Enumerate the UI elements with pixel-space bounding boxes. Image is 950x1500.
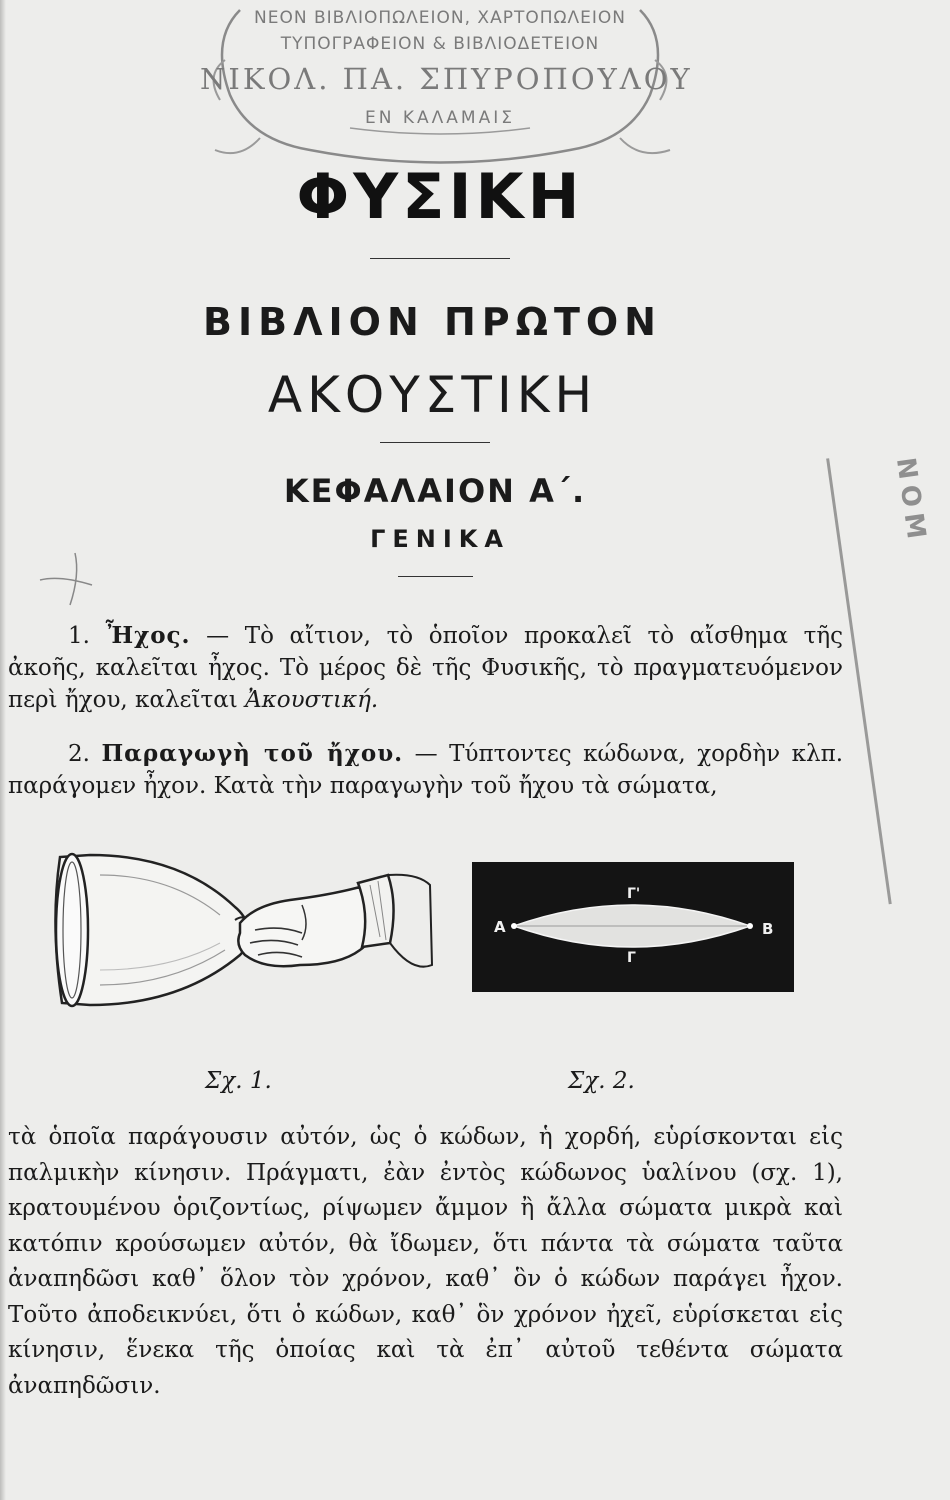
paragraph-text: — Τύπτοντες κώδωνα, χορδὴν κλπ. παράγομεν ἦχον. Κατὰ τὴν παραγωγὴν τοῦ ἤχου τὰ σώματα, (8, 741, 843, 799)
publisher-stamp (200, 0, 693, 168)
paragraph-heading: Παραγωγὴ τοῦ ἤχου. (101, 740, 404, 767)
stamp-line-4: ΕΝ ΚΑΛΑΜΑΙΣ (365, 108, 515, 128)
pencil-mark (30, 545, 100, 615)
subchapter-heading: ΓΕΝΙΚΑ (370, 525, 510, 553)
book-title: ΒΙΒΛΙΟΝ ΠΡΩΤΟΝ (203, 300, 662, 344)
figure-2-caption: Σχ. 2. (568, 1068, 635, 1094)
figure-1-glass-bell (40, 845, 440, 1045)
stamp-line-2: ΤΥΠΟΓΡΑΦΕΙΟΝ & ΒΙΒΛΙΟΔΕΤΕΙΟΝ (280, 34, 600, 54)
divider (380, 442, 490, 443)
stamp-line-1: ΝΕΟΝ ΒΙΒΛΙΟΠΩΛΕΙΟΝ, ΧΑΡΤΟΠΩΛΕΙΟΝ (254, 8, 626, 28)
divider (398, 576, 473, 577)
section-title: ΑΚΟΥΣΤΙΚΗ (267, 366, 598, 424)
stamp-line-3: ΝΙΚΟΛ. ΠΑ. ΣΠΥΡΟΠΟΥΛΟΥ (200, 62, 693, 96)
figure-1-caption: Σχ. 1. (205, 1068, 272, 1094)
paragraph-3 (8, 1120, 843, 1404)
paragraph-1 (8, 620, 843, 716)
paragraph-number: 1. (68, 623, 90, 649)
fig2-label-b: Β (762, 920, 774, 938)
fig2-label-g: Γ (627, 950, 636, 966)
page-title: ΦΥΣΙΚΗ (296, 160, 584, 233)
paragraph-2 (8, 738, 843, 802)
fig2-label-g-prime: Γ' (627, 886, 641, 902)
paragraph-text: — Τὸ αἴτιον, τὸ ὁποῖον προκαλεῖ τὸ αἴσθημα τῆς ἀκοῆς, καλεῖται ἦχος. Τὸ μέρος δὲ τῆς Φυσικῆς, τὸ πραγματευόμενον περὶ ἤχου, καλεῖται (8, 623, 844, 713)
divider (370, 258, 510, 259)
paragraph-heading: Ἦχος. (105, 622, 191, 649)
figure-2-vibrating-string (472, 862, 794, 992)
paragraph-text: τὰ ὁποῖα παράγουσιν αὐτόν, ὡς ὁ κώδων, ἡ χορδή, εὑρίσκονται εἰς παλμικὴν κίνησιν. Πράγματι, ἐὰν ἐντὸς κώδωνος ὑαλίνου (σχ. 1), κρατουμένου ὁριζοντίως, ρίψωμεν ἄμμον ἢ ἄλλα σώματα μικρὰ καὶ κατόπιν κρούσωμεν αὐτόν, θὰ ἴδωμεν, ὅτι πάντα τὰ σώματα ταῦτα ἀναπηδῶσι καθ᾽ ὅλον τὸν χρόνον, καθ᾽ ὃν ὁ κώδων παράγει ἦχον. Τοῦτο ἀποδεικνύει, ὅτι ὁ κώδων, καθ᾽ ὃν χρόνον ἠχεῖ, εὑρίσκεται εἰς κίνησιν, ἕνεκα τῆς ὁποίας καὶ τὰ ἐπ᾽ αὐτοῦ τεθέντα σώματα ἀναπηδῶσιν. (8, 1124, 843, 1399)
fig2-label-a: Α (494, 918, 506, 936)
paragraph-number: 2. (68, 741, 90, 767)
paragraph-term: Ἀκουστική. (245, 687, 379, 713)
margin-stamp: ΝΟΜ (826, 446, 950, 905)
chapter-heading: ΚΕΦΑΛΑΙΟΝ Α΄. (283, 472, 587, 510)
